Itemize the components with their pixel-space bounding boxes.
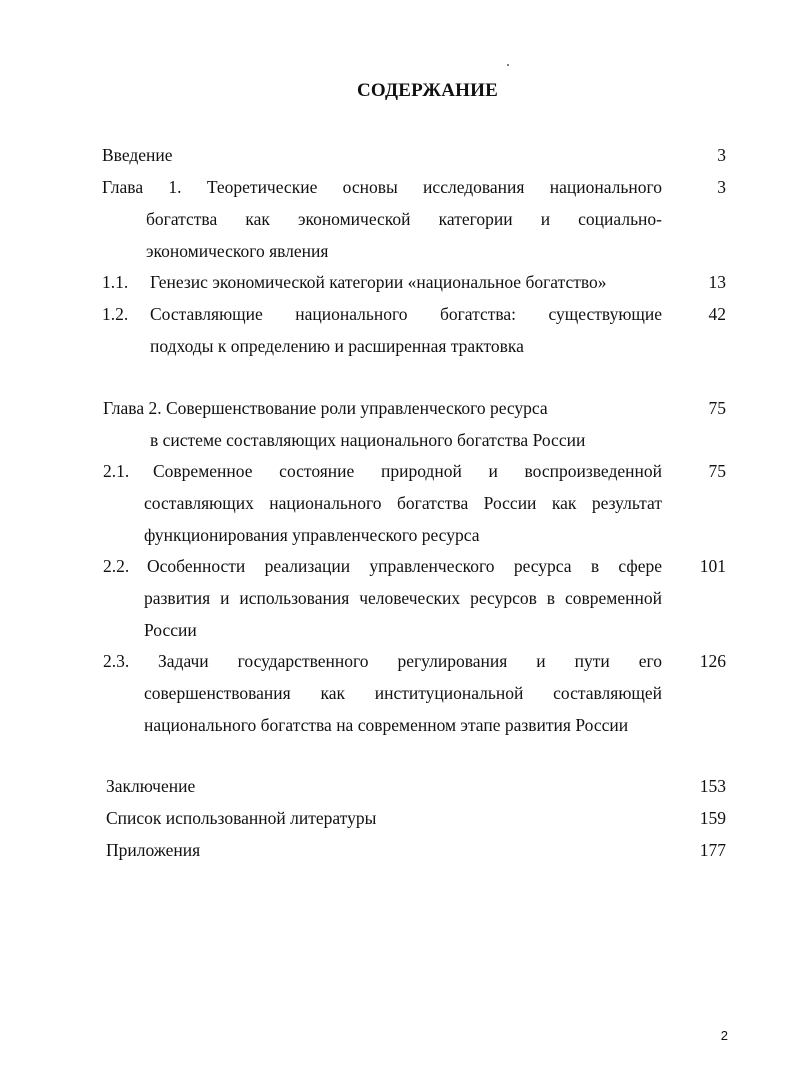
toc-entry-line: экономического явления	[146, 241, 329, 261]
toc-page-section-2-2: 101	[699, 556, 726, 576]
toc-entry-section-2-1	[153, 455, 662, 487]
page-number: 2	[720, 1028, 728, 1043]
toc-entry-intro	[102, 139, 662, 171]
toc-entry-section-2-1-cont	[144, 487, 662, 551]
toc-entry-appendices	[106, 834, 666, 866]
toc-page-section-2-1: 75	[708, 461, 726, 481]
toc-page-section-2-3: 126	[699, 651, 726, 671]
toc-entry-conclusion	[106, 770, 666, 802]
toc-entry-section-1-1	[150, 266, 662, 298]
toc-section-number: 1.2.	[102, 304, 129, 324]
toc-entry-line: Составляющие национального богатства: существующие	[150, 304, 662, 324]
toc-entry-line: богатства как экономической категории и социально-	[146, 209, 662, 229]
toc-entry-line: функционирования управленческого ресурса	[144, 525, 480, 545]
toc-entry-title: Приложения	[106, 840, 201, 860]
toc-page-intro: 3	[717, 145, 726, 165]
toc-entry-chapter-1	[102, 171, 662, 203]
toc-entry-section-2-3	[158, 645, 662, 677]
toc-entry-line: Генезис экономической категории «национальное богатство»	[150, 272, 607, 292]
page-title: СОДЕРЖАНИЕ	[357, 80, 498, 101]
scan-speck	[507, 64, 509, 66]
toc-entry-line: Задачи государственного регулирования и пути его	[158, 651, 662, 671]
toc-entry-line: национального богатства на современном этапе развития России	[144, 715, 629, 735]
toc-entry-line: России	[144, 620, 197, 640]
toc-page-references: 159	[699, 808, 726, 828]
toc-entry-line: Современное состояние природной и воспроизведенной	[153, 461, 662, 481]
toc-section-number: 1.1.	[102, 272, 129, 292]
toc-entry-chapter-2-cont	[150, 424, 662, 456]
toc-entry-chapter-1-cont	[146, 203, 662, 267]
toc-entry-line: развития и использования человеческих ресурсов в современной	[144, 588, 662, 608]
toc-entry-title: Заключение	[106, 776, 196, 796]
toc-entry-title: Список использованной литературы	[106, 808, 377, 828]
toc-entry-section-2-2	[147, 550, 662, 582]
toc-entry-references	[106, 802, 666, 834]
toc-entry-line: подходы к определению и расширенная трактовка	[150, 336, 524, 356]
toc-page-section-1-2: 42	[708, 304, 726, 324]
toc-section-number: 2.3.	[103, 651, 130, 671]
toc-entry-section-2-3-cont	[144, 677, 662, 741]
toc-entry-line: Особенности реализации управленческого ресурса в сфере	[147, 556, 662, 576]
toc-entry-line: совершенствования как институциональной составляющей	[144, 683, 662, 703]
toc-page-chapter-2: 75	[708, 398, 726, 418]
toc-page-chapter-1: 3	[717, 177, 726, 197]
toc-section-number: 2.1.	[103, 461, 130, 481]
toc-entry-line: Глава 1. Теоретические основы исследования национального	[102, 177, 662, 197]
toc-entry-section-1-2	[150, 298, 662, 330]
toc-entry-title: Введение	[102, 145, 173, 165]
toc-section-number: 2.2.	[103, 556, 130, 576]
toc-page-conclusion: 153	[699, 776, 726, 796]
toc-entry-line: составляющих национального богатства России как результат	[144, 493, 662, 513]
toc-entry-chapter-2	[103, 392, 663, 424]
toc-entry-section-2-2-cont	[144, 582, 662, 646]
toc-page-appendices: 177	[699, 840, 726, 860]
toc-entry-line: в системе составляющих национального богатства России	[150, 430, 586, 450]
toc-entry-section-1-2-cont	[150, 330, 662, 362]
toc-entry-line: Глава 2. Совершенствование роли управленческого ресурса	[103, 398, 548, 418]
toc-page-section-1-1: 13	[708, 272, 726, 292]
